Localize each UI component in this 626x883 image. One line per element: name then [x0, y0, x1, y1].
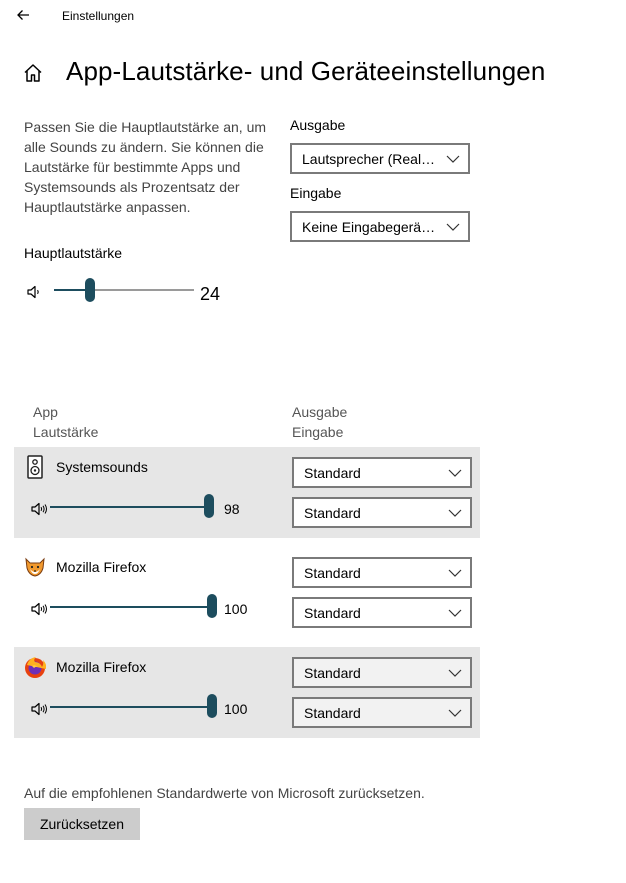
app-input-select[interactable]	[292, 497, 472, 528]
app-output-select[interactable]	[292, 457, 472, 488]
chevron-down-icon	[448, 669, 462, 677]
system-sounds-speaker-icon	[24, 455, 46, 479]
chevron-down-icon	[446, 223, 460, 231]
output-device-value: Lautsprecher (Real…	[302, 150, 436, 167]
column-header-devices	[292, 402, 347, 442]
app-volume-track[interactable]	[50, 606, 212, 608]
chevron-down-icon	[448, 569, 462, 577]
column-input-label: Eingabe	[292, 424, 344, 440]
app-volume-thumb[interactable]	[204, 494, 214, 518]
app-output-select[interactable]	[292, 557, 472, 588]
app-volume-track[interactable]	[50, 506, 210, 508]
app-output-value: Standard	[304, 664, 361, 681]
input-device-value: Keine Eingabegerä…	[302, 218, 436, 235]
app-name: Mozilla Firefox	[56, 659, 147, 675]
column-header-app	[33, 402, 98, 442]
speaker-icon[interactable]	[30, 601, 48, 617]
reset-description: Auf die empfohlenen Standardwerte von Microsoft zurücksetzen.	[24, 785, 425, 801]
chevron-down-icon	[448, 509, 462, 517]
app-input-value: Standard	[304, 604, 361, 621]
output-label: Ausgabe	[290, 117, 346, 133]
app-input-select[interactable]	[292, 697, 472, 728]
app-volume-value: 98	[224, 501, 240, 517]
speaker-icon[interactable]	[30, 701, 48, 717]
reset-button[interactable]: Zurücksetzen	[24, 808, 140, 840]
speaker-icon[interactable]	[30, 501, 48, 517]
chevron-down-icon	[448, 709, 462, 717]
back-button[interactable]	[10, 4, 36, 26]
app-input-select[interactable]	[292, 597, 472, 628]
window-title: Einstellungen	[62, 9, 135, 23]
input-device-select[interactable]	[290, 211, 470, 242]
app-output-value: Standard	[304, 564, 361, 581]
master-volume-value: 24	[200, 284, 221, 304]
firefox-fox-icon	[24, 555, 46, 579]
master-description: Passen Sie die Hauptlautstärke an, um alle Sounds zu ändern. Sie können die Lautstärke für bestimmte Apps und Systemsounds als Prozentsatz der Hauptlautstärke anpassen.	[24, 119, 267, 215]
app-input-value: Standard	[304, 704, 361, 721]
back-arrow-icon	[16, 9, 30, 21]
input-label: Eingabe	[290, 185, 342, 201]
app-volume-track[interactable]	[50, 706, 212, 708]
app-volume-thumb[interactable]	[207, 694, 217, 718]
master-volume-thumb[interactable]	[85, 278, 95, 302]
page-title: App-Lautstärke- und Geräteeinstellungen	[66, 56, 546, 86]
app-volume-value: 100	[224, 701, 248, 717]
column-app-label: App	[33, 404, 58, 420]
app-input-value: Standard	[304, 504, 361, 521]
output-device-select[interactable]	[290, 143, 470, 174]
chevron-down-icon	[448, 469, 462, 477]
speaker-icon[interactable]	[26, 284, 42, 300]
chevron-down-icon	[446, 155, 460, 163]
app-name: Systemsounds	[56, 459, 148, 475]
app-output-value: Standard	[304, 464, 361, 481]
column-output-label: Ausgabe	[292, 404, 348, 420]
firefox-logo-icon	[24, 655, 46, 679]
chevron-down-icon	[448, 609, 462, 617]
app-output-select[interactable]	[292, 657, 472, 688]
home-icon	[22, 62, 44, 84]
column-volume-label: Lautstärke	[33, 424, 99, 440]
app-volume-value: 100	[224, 601, 248, 617]
app-volume-thumb[interactable]	[207, 594, 217, 618]
master-volume-label: Hauptlautstärke	[24, 245, 123, 261]
app-name: Mozilla Firefox	[56, 559, 147, 575]
